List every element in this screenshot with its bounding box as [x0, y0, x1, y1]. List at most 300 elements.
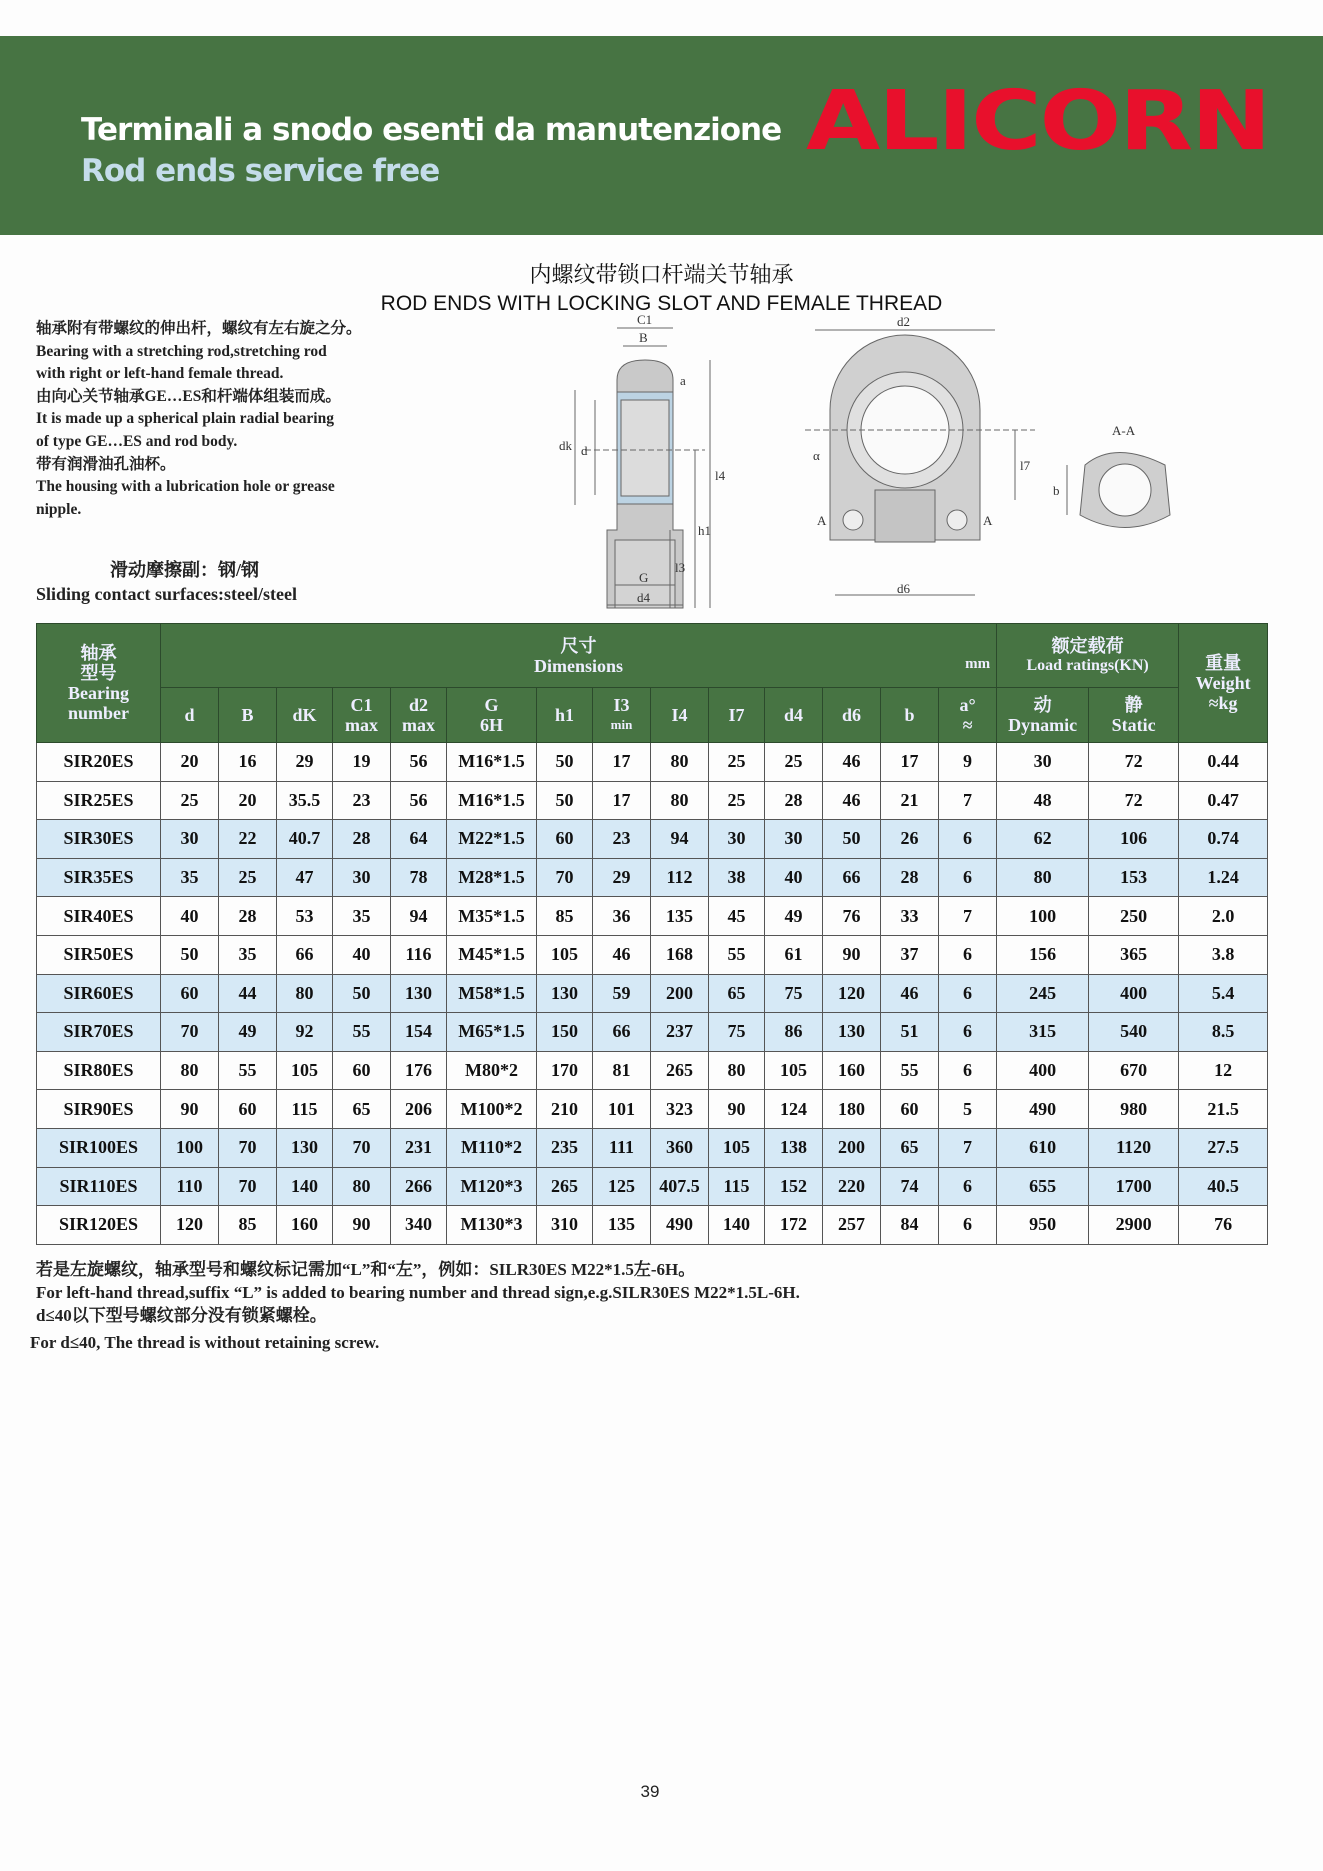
table-cell: 25 — [709, 743, 765, 782]
table-cell: 245 — [997, 974, 1089, 1013]
label-d2: d2 — [897, 314, 910, 329]
header-title-italian: Terminali a snodo esenti da manutenzione — [81, 112, 782, 148]
table-cell: 19 — [333, 743, 391, 782]
table-cell: 156 — [997, 935, 1089, 974]
footnote: For d≤40, The thread is without retaining screw. — [30, 1333, 380, 1352]
table-cell: 80 — [277, 974, 333, 1013]
table-cell: M130*3 — [447, 1206, 537, 1245]
bearing-number-cell: SIR120ES — [37, 1206, 161, 1245]
column-header-main: 动 — [1033, 695, 1052, 715]
label-d: d — [581, 443, 588, 458]
table-cell: 0.44 — [1179, 743, 1268, 782]
footnote: 若是左旋螺纹，轴承型号和螺纹标记需加“L”和“左”，例如：SILR30ES M22*1.5左-6H。 — [36, 1260, 696, 1279]
table-cell: 360 — [651, 1128, 709, 1167]
table-cell: 6 — [939, 1206, 997, 1245]
table-cell: 7 — [939, 1128, 997, 1167]
table-cell: 60 — [219, 1090, 277, 1129]
table-cell: M28*1.5 — [447, 858, 537, 897]
table-cell: 17 — [593, 743, 651, 782]
column-header-main: d — [184, 705, 195, 725]
sliding-surfaces — [36, 558, 297, 606]
table-cell: 60 — [881, 1090, 939, 1129]
table-cell: 115 — [277, 1090, 333, 1129]
column-header-main: a° — [959, 695, 976, 715]
table-cell: 29 — [593, 858, 651, 897]
table-cell: 20 — [161, 743, 219, 782]
table-cell: 6 — [939, 1167, 997, 1206]
header-text: Weight — [1195, 673, 1251, 693]
table-cell: 80 — [709, 1051, 765, 1090]
side-view — [575, 328, 710, 608]
column-header — [391, 688, 447, 743]
table-cell: 6 — [939, 1051, 997, 1090]
bearing-number-cell: SIR25ES — [37, 781, 161, 820]
label-dk: dk — [559, 438, 572, 453]
label-a-a: A-A — [1112, 423, 1136, 438]
table-cell: 172 — [765, 1206, 823, 1245]
table-cell: 265 — [537, 1167, 593, 1206]
table-cell: 20 — [219, 781, 277, 820]
table-cell: 25 — [219, 858, 277, 897]
column-header — [939, 688, 997, 743]
table-cell: 112 — [651, 858, 709, 897]
column-header — [997, 688, 1089, 743]
table-cell: 40 — [333, 935, 391, 974]
label-section-a-left: A — [817, 513, 827, 528]
table-cell: 250 — [1089, 897, 1179, 936]
table-cell: 655 — [997, 1167, 1089, 1206]
table-cell: 75 — [709, 1013, 765, 1052]
table-cell: 40.5 — [1179, 1167, 1268, 1206]
table-cell: 72 — [1089, 781, 1179, 820]
rod-ends-spec-table — [36, 623, 1268, 1245]
header-text: 轴承 — [80, 643, 117, 663]
table-cell: 168 — [651, 935, 709, 974]
table-row — [37, 781, 1268, 820]
header-dimensions — [161, 624, 997, 688]
table-cell: 6 — [939, 1013, 997, 1052]
table-cell: 50 — [823, 820, 881, 859]
table-cell: 64 — [391, 820, 447, 859]
table-cell: M120*3 — [447, 1167, 537, 1206]
desc-line: The housing with a lubrication hole or grease — [36, 478, 335, 496]
bearing-number-cell: SIR110ES — [37, 1167, 161, 1206]
page-number: 39 — [640, 1782, 660, 1801]
table-cell: 76 — [823, 897, 881, 936]
table-cell: 3.8 — [1179, 935, 1268, 974]
table-cell: 610 — [997, 1128, 1089, 1167]
table-row — [37, 974, 1268, 1013]
header-bearing-number — [37, 624, 161, 743]
label-section-a-right: A — [983, 513, 993, 528]
table-cell: 180 — [823, 1090, 881, 1129]
table-cell: 28 — [219, 897, 277, 936]
table-cell: 200 — [651, 974, 709, 1013]
unit-mm: mm — [965, 656, 991, 672]
table-cell: M16*1.5 — [447, 781, 537, 820]
table-cell: 7 — [939, 781, 997, 820]
table-cell: 16 — [219, 743, 277, 782]
table-cell: 323 — [651, 1090, 709, 1129]
table-cell: 124 — [765, 1090, 823, 1129]
table-cell: 49 — [765, 897, 823, 936]
label-h1: h1 — [698, 523, 711, 538]
column-header-main: I7 — [728, 705, 745, 725]
table-cell: 206 — [391, 1090, 447, 1129]
column-header — [765, 688, 823, 743]
table-cell: 65 — [709, 974, 765, 1013]
table-cell: 50 — [333, 974, 391, 1013]
label-l3: l3 — [675, 560, 686, 575]
section-title-cn: 内螺纹带锁口杆端关节轴承 — [529, 263, 794, 288]
table-row — [37, 1206, 1268, 1245]
label-alpha: α — [813, 448, 820, 463]
table-cell: 59 — [593, 974, 651, 1013]
desc-line: with right or left-hand female thread. — [36, 365, 284, 383]
table-cell: 70 — [161, 1013, 219, 1052]
column-header — [161, 688, 219, 743]
table-cell: 101 — [593, 1090, 651, 1129]
table-row — [37, 935, 1268, 974]
column-header-main: 静 — [1124, 695, 1143, 715]
table-cell: 21.5 — [1179, 1090, 1268, 1129]
table-cell: 140 — [277, 1167, 333, 1206]
column-header — [447, 688, 537, 743]
table-cell: 33 — [881, 897, 939, 936]
column-header-main: d4 — [783, 705, 803, 725]
table-cell: 125 — [593, 1167, 651, 1206]
table-cell: 30 — [997, 743, 1089, 782]
table-cell: 105 — [537, 935, 593, 974]
footnote: For left-hand thread,suffix “L” is added to bearing number and thread sign,e.g.SILR30ES M22*1.5L-6H. — [36, 1283, 800, 1302]
table-cell: 47 — [277, 858, 333, 897]
table-row — [37, 1128, 1268, 1167]
table-cell: 12 — [1179, 1051, 1268, 1090]
table-cell: 50 — [537, 781, 593, 820]
bearing-number-cell: SIR50ES — [37, 935, 161, 974]
table-row — [37, 1013, 1268, 1052]
table-cell: 310 — [537, 1206, 593, 1245]
table-cell: 56 — [391, 743, 447, 782]
column-header-main: I4 — [671, 705, 688, 725]
table-cell: 9 — [939, 743, 997, 782]
table-cell: 55 — [219, 1051, 277, 1090]
table-cell: 60 — [537, 820, 593, 859]
table-cell: 48 — [997, 781, 1089, 820]
table-cell: 200 — [823, 1128, 881, 1167]
table-cell: 315 — [997, 1013, 1089, 1052]
column-header-main: I3 — [613, 695, 630, 715]
table-cell: 90 — [709, 1090, 765, 1129]
table-cell: 6 — [939, 935, 997, 974]
column-header-main: d6 — [841, 705, 861, 725]
column-header-main: B — [241, 705, 254, 725]
table-cell: 66 — [277, 935, 333, 974]
header-title-english: Rod ends service free — [81, 153, 440, 189]
table-cell: 40 — [765, 858, 823, 897]
table-cell: 38 — [709, 858, 765, 897]
table-cell: 111 — [593, 1128, 651, 1167]
table-cell: 53 — [277, 897, 333, 936]
table-cell: 86 — [765, 1013, 823, 1052]
desc-line: 带有润滑油孔油杯。 — [36, 455, 176, 473]
table-cell: 1.24 — [1179, 858, 1268, 897]
table-cell: 80 — [651, 781, 709, 820]
column-header-main: dK — [292, 705, 317, 725]
table-cell: 106 — [1089, 820, 1179, 859]
table-cell: 92 — [277, 1013, 333, 1052]
header-text: ≈kg — [1208, 693, 1238, 713]
table-cell: 980 — [1089, 1090, 1179, 1129]
sliding-cn: 滑动摩擦副：钢/钢 — [110, 560, 260, 580]
table-cell: 40.7 — [277, 820, 333, 859]
table-cell: 35 — [219, 935, 277, 974]
table-cell: 60 — [161, 974, 219, 1013]
table-cell: 55 — [881, 1051, 939, 1090]
header-text: 额定载荷 — [1051, 635, 1124, 656]
table-cell: 170 — [537, 1051, 593, 1090]
table-cell: 670 — [1089, 1051, 1179, 1090]
table-cell: 116 — [391, 935, 447, 974]
table-cell: 81 — [593, 1051, 651, 1090]
table-cell: 8.5 — [1179, 1013, 1268, 1052]
table-cell: 6 — [939, 974, 997, 1013]
header-text: Bearing — [68, 683, 129, 703]
label-b-section: b — [1053, 483, 1060, 498]
bearing-number-cell: SIR100ES — [37, 1128, 161, 1167]
table-cell: 94 — [391, 897, 447, 936]
table-cell: 30 — [709, 820, 765, 859]
table-cell: 25 — [765, 743, 823, 782]
table-cell: M16*1.5 — [447, 743, 537, 782]
bearing-number-cell: SIR20ES — [37, 743, 161, 782]
table-cell: 105 — [765, 1051, 823, 1090]
column-header-sub: max — [402, 715, 435, 735]
table-cell: 94 — [651, 820, 709, 859]
table-row — [37, 858, 1268, 897]
label-b: B — [639, 330, 648, 345]
desc-line: 轴承附有带螺纹的伸出杆，螺纹有左右旋之分。 — [36, 320, 362, 337]
table-cell: 46 — [823, 743, 881, 782]
bearing-number-cell: SIR70ES — [37, 1013, 161, 1052]
table-cell: 70 — [219, 1128, 277, 1167]
table-cell: 235 — [537, 1128, 593, 1167]
table-row — [37, 1090, 1268, 1129]
table-cell: 220 — [823, 1167, 881, 1206]
table-cell: 35 — [161, 858, 219, 897]
header-text: 重量 — [1205, 653, 1242, 673]
table-cell: 153 — [1089, 858, 1179, 897]
footnote: d≤40以下型号螺纹部分没有锁紧螺栓。 — [36, 1306, 327, 1325]
technical-drawing — [555, 310, 1245, 610]
table-cell: M100*2 — [447, 1090, 537, 1129]
table-cell: 105 — [277, 1051, 333, 1090]
section-title-en: ROD ENDS WITH LOCKING SLOT AND FEMALE THREAD — [380, 292, 943, 315]
table-cell: 130 — [537, 974, 593, 1013]
table-cell: 80 — [651, 743, 709, 782]
table-row — [37, 1051, 1268, 1090]
table-cell: 5 — [939, 1090, 997, 1129]
table-cell: 46 — [881, 974, 939, 1013]
table-cell: 80 — [997, 858, 1089, 897]
table-cell: 74 — [881, 1167, 939, 1206]
table-cell: 21 — [881, 781, 939, 820]
table-cell: 154 — [391, 1013, 447, 1052]
desc-line: It is made up a spherical plain radial bearing — [36, 410, 334, 428]
table-cell: 26 — [881, 820, 939, 859]
description — [36, 318, 362, 521]
desc-line: 由向心关节轴承GE…ES和杆端体组装而成。 — [36, 387, 341, 405]
table-cell: 25 — [709, 781, 765, 820]
table-cell: 340 — [391, 1206, 447, 1245]
table-cell: 70 — [333, 1128, 391, 1167]
table-cell: 56 — [391, 781, 447, 820]
table-cell: 17 — [881, 743, 939, 782]
column-header-main: G — [484, 695, 499, 715]
table-cell: 130 — [391, 974, 447, 1013]
column-header — [277, 688, 333, 743]
table-cell: M35*1.5 — [447, 897, 537, 936]
table-cell: 66 — [823, 858, 881, 897]
desc-line: Bearing with a stretching rod,stretching rod — [36, 342, 327, 360]
front-view — [805, 330, 1035, 595]
header-text: number — [67, 703, 129, 723]
table-cell: M65*1.5 — [447, 1013, 537, 1052]
table-cell: 0.74 — [1179, 820, 1268, 859]
header-text: Load ratings(KN) — [1026, 656, 1149, 674]
column-header — [593, 688, 651, 743]
table-cell: 80 — [161, 1051, 219, 1090]
column-header — [881, 688, 939, 743]
column-header-sub: 6H — [479, 715, 503, 735]
label-d4: d4 — [637, 590, 650, 605]
table-cell: 23 — [333, 781, 391, 820]
table-cell: 400 — [997, 1051, 1089, 1090]
table-cell: 62 — [997, 820, 1089, 859]
table-cell: 120 — [161, 1206, 219, 1245]
table-cell: 40 — [161, 897, 219, 936]
table-cell: 6 — [939, 858, 997, 897]
label-g: G — [639, 570, 649, 585]
table-cell: 25 — [161, 781, 219, 820]
table-cell: 540 — [1089, 1013, 1179, 1052]
column-header-main: h1 — [554, 705, 574, 725]
label-l7: l7 — [1020, 458, 1031, 473]
table-cell: 6 — [939, 820, 997, 859]
table-cell: 28 — [333, 820, 391, 859]
table-row — [37, 897, 1268, 936]
table-cell: 66 — [593, 1013, 651, 1052]
table-cell: 44 — [219, 974, 277, 1013]
table-cell: 100 — [997, 897, 1089, 936]
column-header-main: C1 — [350, 695, 373, 715]
table-cell: 84 — [881, 1206, 939, 1245]
table-cell: 1700 — [1089, 1167, 1179, 1206]
table-cell: 70 — [219, 1167, 277, 1206]
table-cell: 50 — [161, 935, 219, 974]
table-cell: 61 — [765, 935, 823, 974]
column-header — [823, 688, 881, 743]
desc-line: nipple. — [36, 500, 82, 518]
table-cell: 46 — [823, 781, 881, 820]
table-cell: 75 — [765, 974, 823, 1013]
table-cell: 490 — [997, 1090, 1089, 1129]
table-cell: 27.5 — [1179, 1128, 1268, 1167]
column-header — [1089, 688, 1179, 743]
column-header — [333, 688, 391, 743]
table-cell: 85 — [219, 1206, 277, 1245]
table-cell: 28 — [881, 858, 939, 897]
table-row — [37, 743, 1268, 782]
table-cell: 176 — [391, 1051, 447, 1090]
table-cell: 55 — [333, 1013, 391, 1052]
table-cell: 365 — [1089, 935, 1179, 974]
column-header-main: d2 — [408, 695, 428, 715]
table-cell: M45*1.5 — [447, 935, 537, 974]
table-cell: 490 — [651, 1206, 709, 1245]
table-cell: 100 — [161, 1128, 219, 1167]
header-text: 尺寸 — [560, 635, 597, 656]
table-cell: 51 — [881, 1013, 939, 1052]
brand-logo: ALICORN — [806, 73, 1270, 169]
table-cell: 150 — [537, 1013, 593, 1052]
column-header — [219, 688, 277, 743]
table-cell: 36 — [593, 897, 651, 936]
column-header — [709, 688, 765, 743]
label-a: a — [680, 373, 686, 388]
table-cell: 30 — [333, 858, 391, 897]
table-cell: 120 — [823, 974, 881, 1013]
bearing-number-cell: SIR60ES — [37, 974, 161, 1013]
table-cell: 160 — [823, 1051, 881, 1090]
table-cell: 65 — [881, 1128, 939, 1167]
header-text: Dimensions — [534, 655, 624, 676]
header-weight — [1179, 624, 1268, 743]
table-cell: 30 — [161, 820, 219, 859]
bearing-number-cell: SIR30ES — [37, 820, 161, 859]
table-cell: 105 — [709, 1128, 765, 1167]
desc-line: of type GE…ES and rod body. — [36, 432, 238, 450]
table-cell: 49 — [219, 1013, 277, 1052]
table-cell: 266 — [391, 1167, 447, 1206]
table-cell: 78 — [391, 858, 447, 897]
column-header-main: b — [904, 705, 915, 725]
table-cell: 90 — [333, 1206, 391, 1245]
column-header — [651, 688, 709, 743]
table-cell: 210 — [537, 1090, 593, 1129]
bearing-number-cell: SIR35ES — [37, 858, 161, 897]
table-cell: 35.5 — [277, 781, 333, 820]
column-header-sub: min — [610, 717, 633, 732]
label-c1: C1 — [637, 312, 653, 327]
column-header-sub: ≈ — [962, 715, 973, 735]
table-cell: 55 — [709, 935, 765, 974]
table-cell: 407.5 — [651, 1167, 709, 1206]
column-header-sub: max — [345, 715, 378, 735]
table-cell: 90 — [823, 935, 881, 974]
table-cell: 140 — [709, 1206, 765, 1245]
table-cell: 950 — [997, 1206, 1089, 1245]
bearing-number-cell: SIR40ES — [37, 897, 161, 936]
table-cell: 85 — [537, 897, 593, 936]
sliding-en: Sliding contact surfaces:steel/steel — [36, 584, 297, 604]
table-cell: 130 — [823, 1013, 881, 1052]
table-cell: 237 — [651, 1013, 709, 1052]
table-cell: 160 — [277, 1206, 333, 1245]
table-cell: 135 — [593, 1206, 651, 1245]
table-cell: 17 — [593, 781, 651, 820]
label-d6: d6 — [897, 581, 910, 596]
